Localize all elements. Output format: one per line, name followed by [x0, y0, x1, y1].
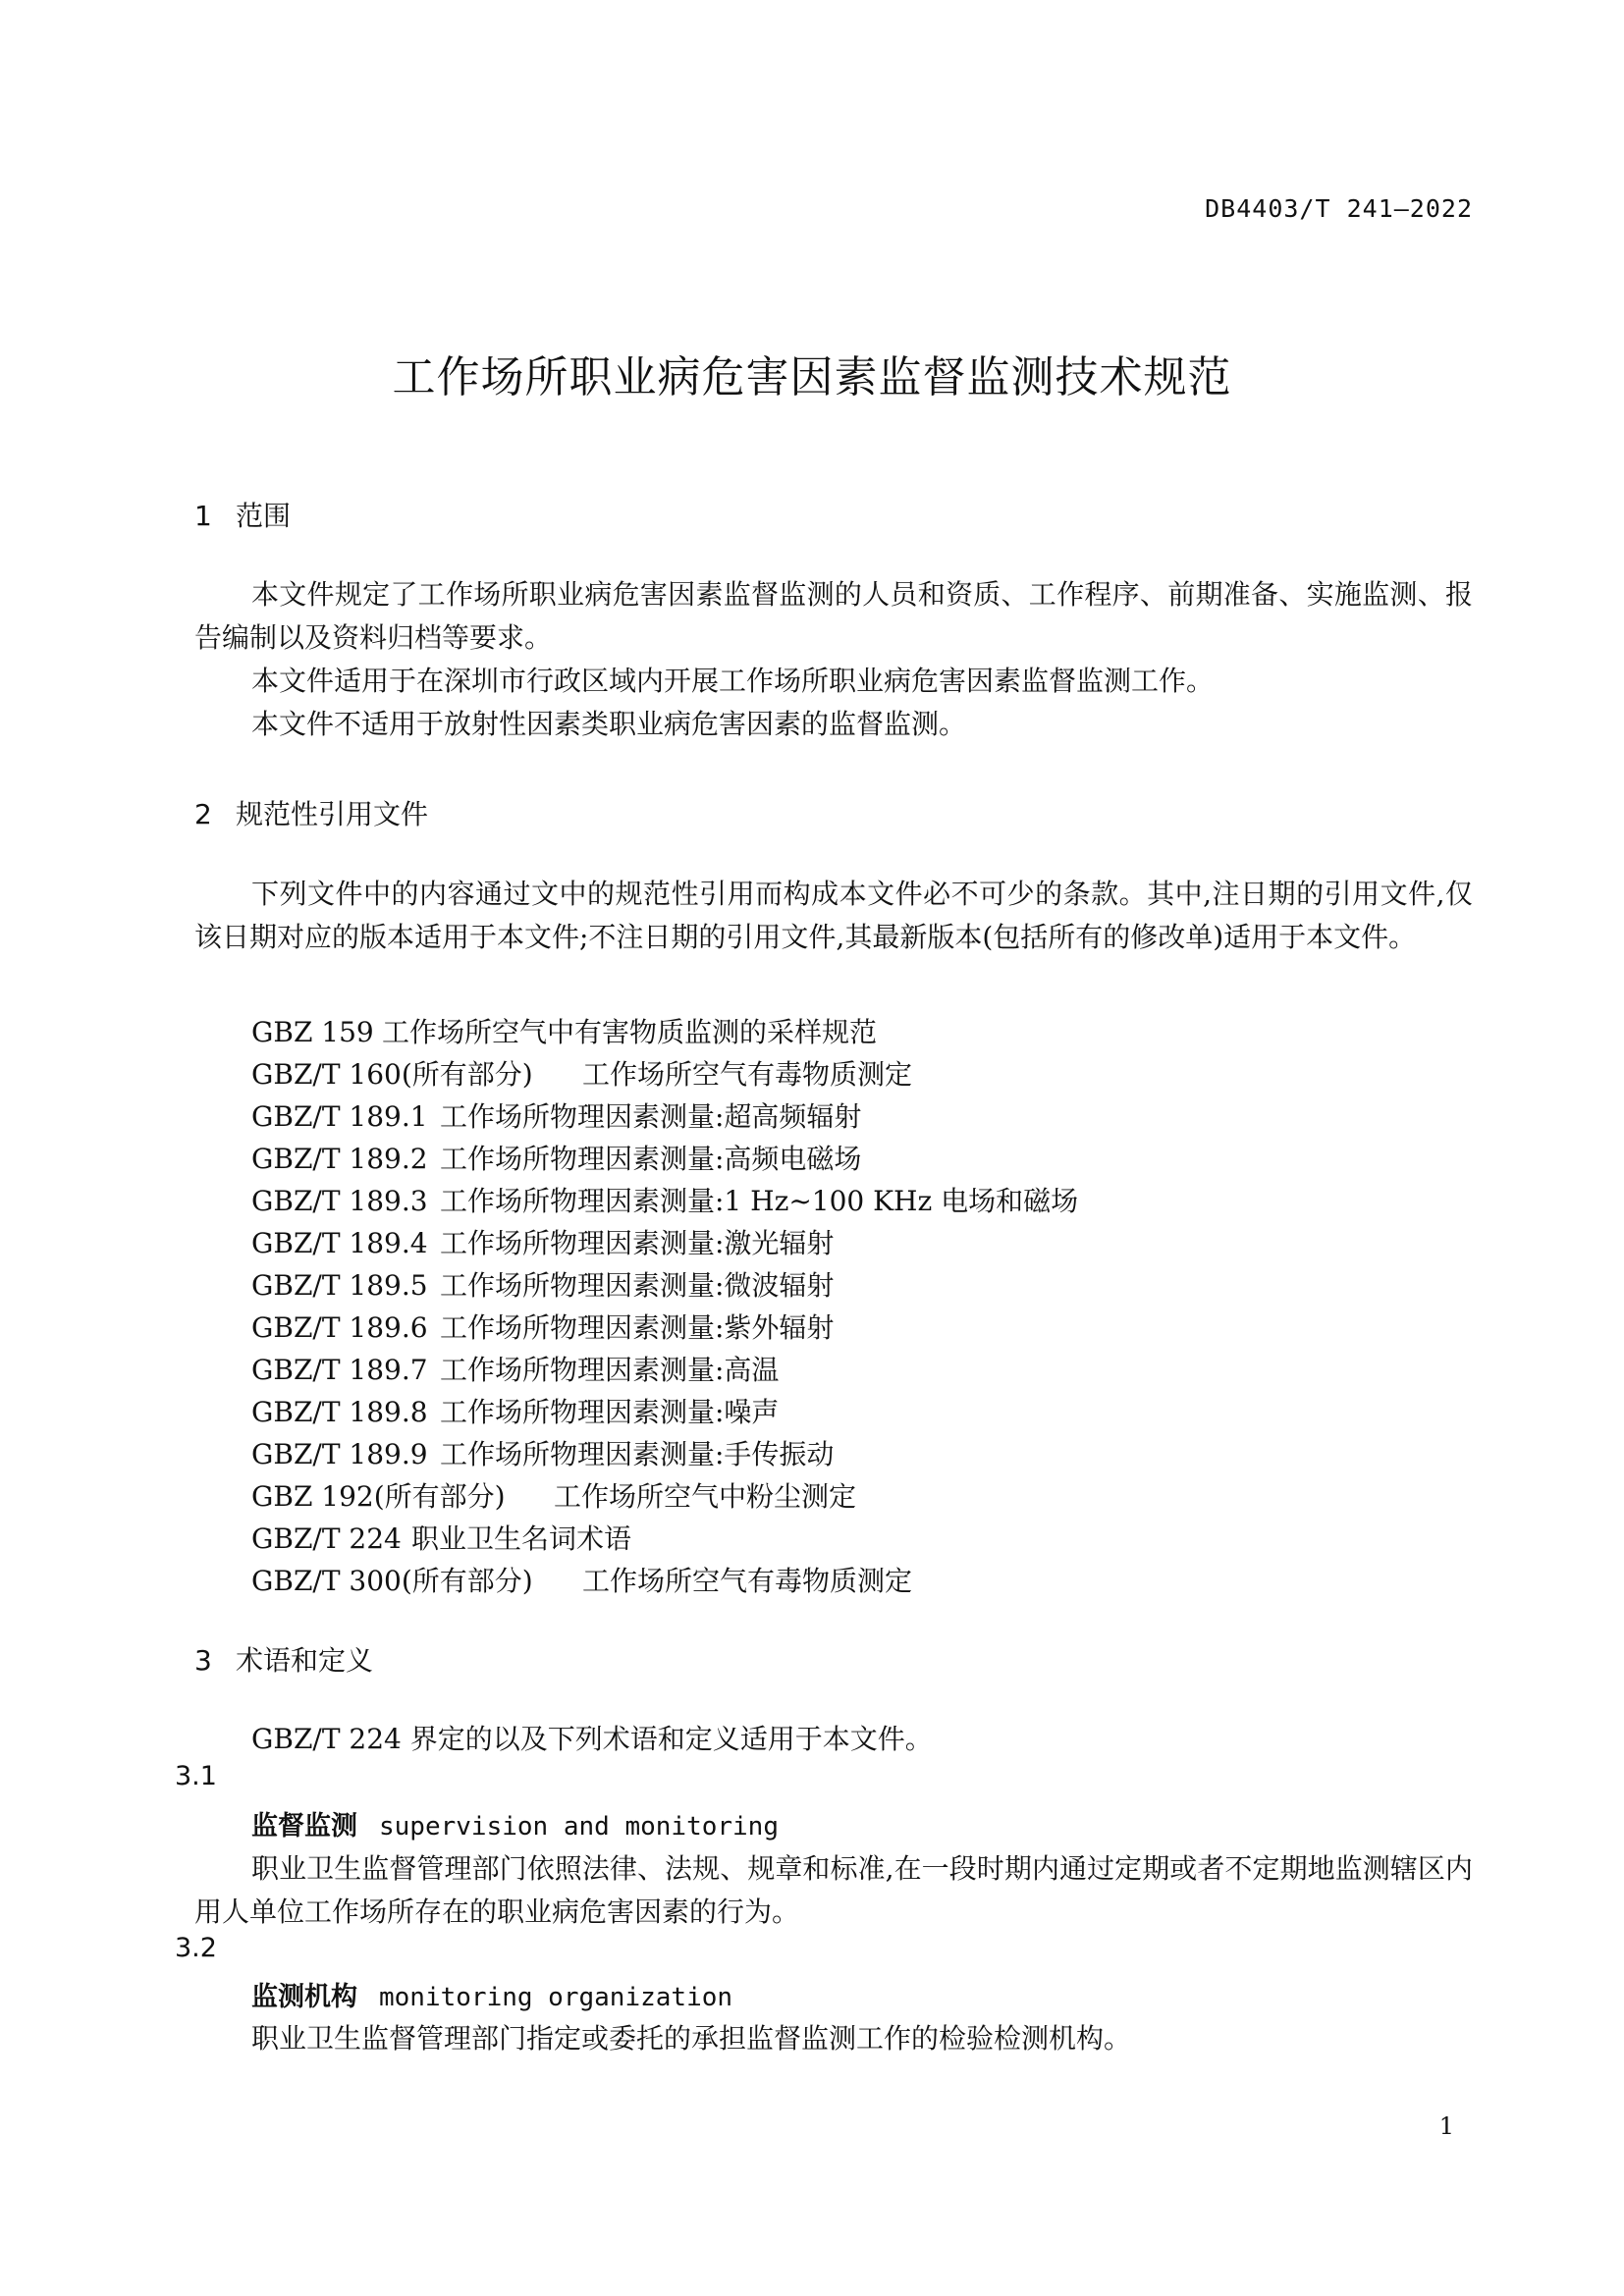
term-3-1-definition: 职业卫生监督管理部门依照法律、法规、规章和标准,在一段时期内通过定期或者不定期地监测辖区内用人单位工作场所存在的职业病危害因素的行为。: [194, 1852, 1473, 1928]
reference-code: GBZ/T 189.6: [251, 1311, 428, 1344]
reference-code: GBZ/T 189.1: [251, 1100, 428, 1133]
reference-code: GBZ/T 189.4: [251, 1227, 428, 1259]
term-3-1-number: 3.1: [175, 1761, 217, 1791]
section-2-title: 规范性引用文件: [236, 798, 429, 830]
reference-item: [251, 1349, 779, 1388]
reference-title: 工作场所物理因素测量:激光辐射: [440, 1227, 835, 1259]
reference-title: 工作场所空气有毒物质测定: [582, 1565, 913, 1597]
page-number: 1: [1438, 2112, 1454, 2140]
reference-title: 工作场所空气中粉尘测定: [554, 1480, 857, 1513]
reference-title: 工作场所物理因素测量:手传振动: [440, 1438, 835, 1470]
reference-code: GBZ/T 189.7: [251, 1354, 428, 1386]
section-3-intro: GBZ/T 224 界定的以及下列术语和定义适用于本文件。: [251, 1723, 933, 1755]
reference-title: 工作场所空气有毒物质测定: [582, 1058, 913, 1091]
reference-code: GBZ/T 160(所有部分): [251, 1058, 533, 1091]
reference-title: 工作场所物理因素测量:高温: [440, 1354, 780, 1386]
section-1-title: 范围: [236, 500, 292, 532]
reference-title: 工作场所空气中有害物质监测的采样规范: [382, 1016, 878, 1048]
section-2-intro: 下列文件中的内容通过文中的规范性引用而构成本文件必不可少的条款。其中,注日期的引用文件,仅该日期对应的版本适用于本文件;不注日期的引用文件,其最新版本(包括所有的修改单)适用于本文件。: [194, 878, 1473, 953]
standard-code: DB4403/T 241—2022: [1205, 194, 1473, 223]
reference-title: 职业卫生名词术语: [411, 1522, 632, 1555]
reference-item: [251, 1433, 834, 1472]
reference-title: 工作场所物理因素测量:1 Hz~100 KHz 电场和磁场: [440, 1185, 1079, 1217]
reference-code: GBZ/T 189.5: [251, 1269, 428, 1302]
section-1-paragraph-1: 本文件规定了工作场所职业病危害因素监督监测的人员和资质、工作程序、前期准备、实施监测、报告编制以及资料归档等要求。: [194, 578, 1473, 654]
term-3-2-definition: 职业卫生监督管理部门指定或委托的承担监督监测工作的检验检测机构。: [251, 2022, 1132, 2055]
reference-title: 工作场所物理因素测量:高频电磁场: [440, 1143, 862, 1175]
reference-item: [251, 1475, 856, 1515]
reference-item: [251, 1138, 861, 1177]
term-3-2-heading: [251, 1975, 732, 2013]
section-2-heading: [194, 793, 428, 832]
reference-title: 工作场所物理因素测量:超高频辐射: [440, 1100, 862, 1133]
term-3-2-chinese: 监测机构: [251, 1982, 357, 2012]
term-3-1-english: supervision and monitoring: [379, 1812, 779, 1842]
reference-code: GBZ/T 189.3: [251, 1185, 428, 1217]
reference-item: [251, 1180, 1078, 1219]
reference-code: GBZ 159: [251, 1016, 374, 1048]
section-2-number: 2: [194, 798, 212, 830]
reference-title: 工作场所物理因素测量:微波辐射: [440, 1269, 835, 1302]
section-1-number: 1: [194, 500, 212, 532]
reference-item: [251, 1560, 912, 1599]
reference-item: [251, 1222, 834, 1261]
reference-item: [251, 1391, 779, 1430]
reference-code: GBZ/T 224: [251, 1522, 402, 1555]
reference-title: 工作场所物理因素测量:噪声: [440, 1396, 780, 1428]
reference-code: GBZ/T 189.8: [251, 1396, 428, 1428]
reference-item: [251, 1264, 834, 1304]
reference-item: [251, 1011, 877, 1050]
term-3-1-chinese: 监督监测: [251, 1811, 357, 1842]
reference-item: [251, 1307, 834, 1346]
section-1-paragraph-3: 本文件不适用于放射性因素类职业病危害因素的监督监测。: [251, 708, 967, 740]
reference-item: [251, 1518, 631, 1557]
reference-title: 工作场所物理因素测量:紫外辐射: [440, 1311, 835, 1344]
section-1-paragraph-2: 本文件适用于在深圳市行政区域内开展工作场所职业病危害因素监督监测工作。: [251, 665, 1215, 697]
term-3-2-number: 3.2: [175, 1933, 217, 1963]
section-3-title: 术语和定义: [236, 1644, 374, 1677]
reference-item: [251, 1095, 861, 1135]
section-3-heading: [194, 1639, 373, 1679]
section-1-heading: [194, 495, 291, 534]
term-3-2-english: monitoring organization: [379, 1983, 733, 2012]
term-3-1-heading: [251, 1804, 779, 1842]
document-title: 工作场所职业病危害因素监督监测技术规范: [392, 352, 1232, 402]
reference-code: GBZ/T 189.2: [251, 1143, 428, 1175]
reference-item: [251, 1053, 912, 1093]
reference-code: GBZ/T 189.9: [251, 1438, 428, 1470]
reference-code: GBZ/T 300(所有部分): [251, 1565, 533, 1597]
section-3-number: 3: [194, 1644, 212, 1677]
reference-code: GBZ 192(所有部分): [251, 1480, 506, 1513]
